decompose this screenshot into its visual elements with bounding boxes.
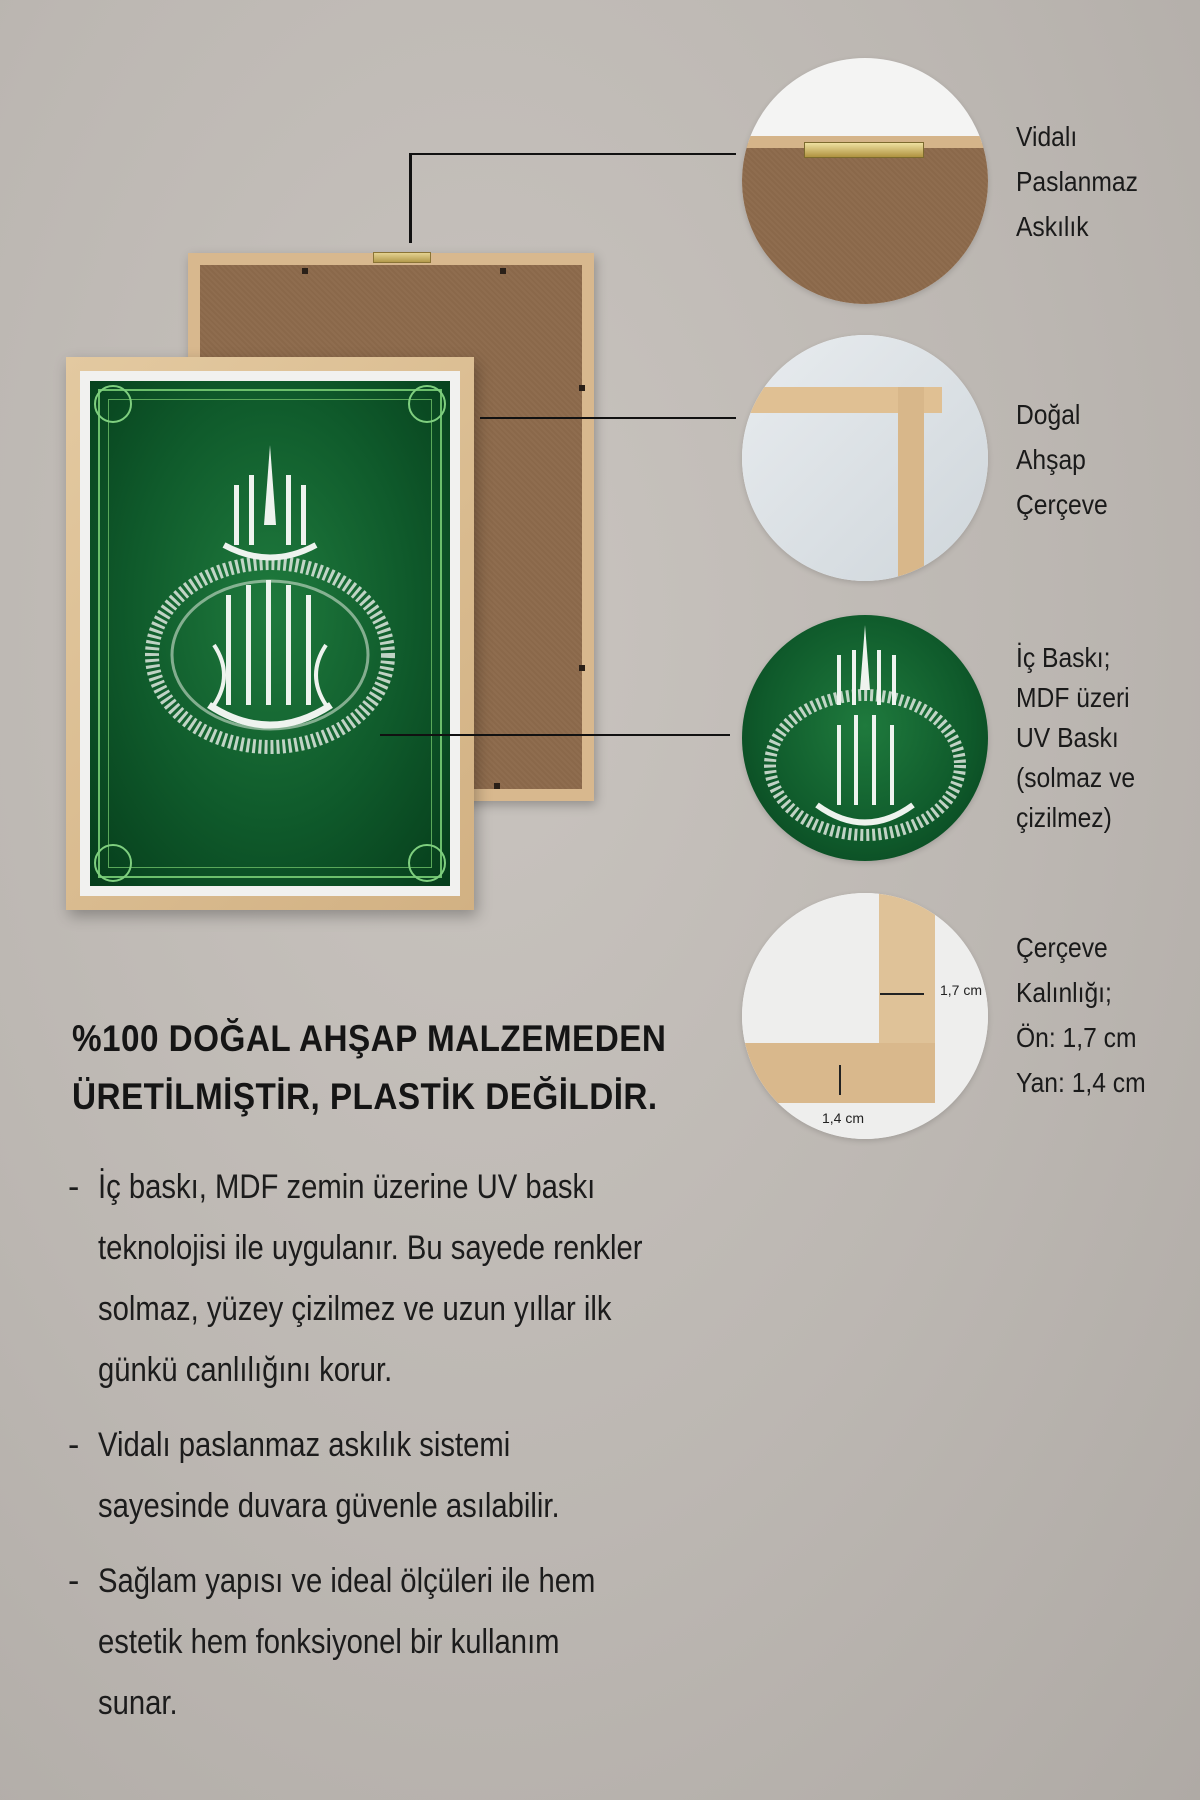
feature-list (68, 1157, 788, 1748)
back-clip (494, 783, 500, 789)
measure-line-side (839, 1065, 841, 1095)
frame-side-edge (898, 387, 924, 581)
connector-line (409, 153, 736, 155)
hanger-bracket (373, 252, 431, 263)
frame-front-illustration (66, 357, 474, 910)
connector-line (480, 417, 736, 419)
detail-circle-uv-print (742, 615, 988, 861)
headline-line-1: %100 DOĞAL AHŞAP MALZEMEDEN (72, 1018, 667, 1059)
label-hanger: Vidalı Paslanmaz Askılık (1016, 121, 1138, 242)
bullet-dash: - (68, 1168, 80, 1206)
label-wood-frame: Doğal Ahşap Çerçeve (1016, 399, 1108, 520)
back-clip (302, 268, 308, 274)
connector-line (380, 734, 730, 736)
measure-line-front (880, 993, 924, 995)
hanger-closeup (804, 142, 924, 158)
bullet-dash: - (68, 1562, 80, 1600)
back-clip (579, 385, 585, 391)
mdf-board-closeup (742, 143, 988, 304)
label-thickness: Çerçeve Kalınlığı; Ön: 1,7 cm Yan: 1,4 cm (1016, 932, 1146, 1098)
bullet-dash: - (68, 1426, 80, 1464)
calligraphy-closeup (742, 615, 988, 861)
detail-circle-wood-frame (742, 335, 988, 581)
glass-surface (742, 335, 988, 581)
calligraphy-artwork (114, 405, 426, 865)
measurement-side-label: 1,4 cm (822, 1110, 865, 1126)
back-clip (579, 665, 585, 671)
feature-item: - İç baskı, MDF zemin üzerine UV baskı teknolojisi ile uygulanır. Bu sayede renkler solmaz, yüzey çizilmez ve uzun yıllar ilk günkü canlılığını korur. (68, 1157, 788, 1401)
detail-circle-hanger (742, 58, 988, 304)
measurement-front-label: 1,7 cm (940, 982, 983, 998)
feature-item: - Vidalı paslanmaz askılık sistemi sayesinde duvara güvenle asılabilir. (68, 1415, 788, 1537)
headline (72, 1010, 702, 1126)
detail-circle-thickness (742, 893, 988, 1139)
connector-line (409, 153, 412, 243)
feature-item: - Sağlam yapısı ve ideal ölçüleri ile hem estetik hem fonksiyonel bir kullanım sunar. (68, 1551, 788, 1734)
headline-line-2: ÜRETİLMİŞTİR, PLASTİK DEĞİLDİR. (72, 1076, 658, 1117)
back-clip (500, 268, 506, 274)
green-calligraphy-print (90, 381, 450, 886)
label-uv-print: İç Baskı; MDF üzeri UV Baskı (solmaz ve çizilmez) (1016, 642, 1136, 833)
